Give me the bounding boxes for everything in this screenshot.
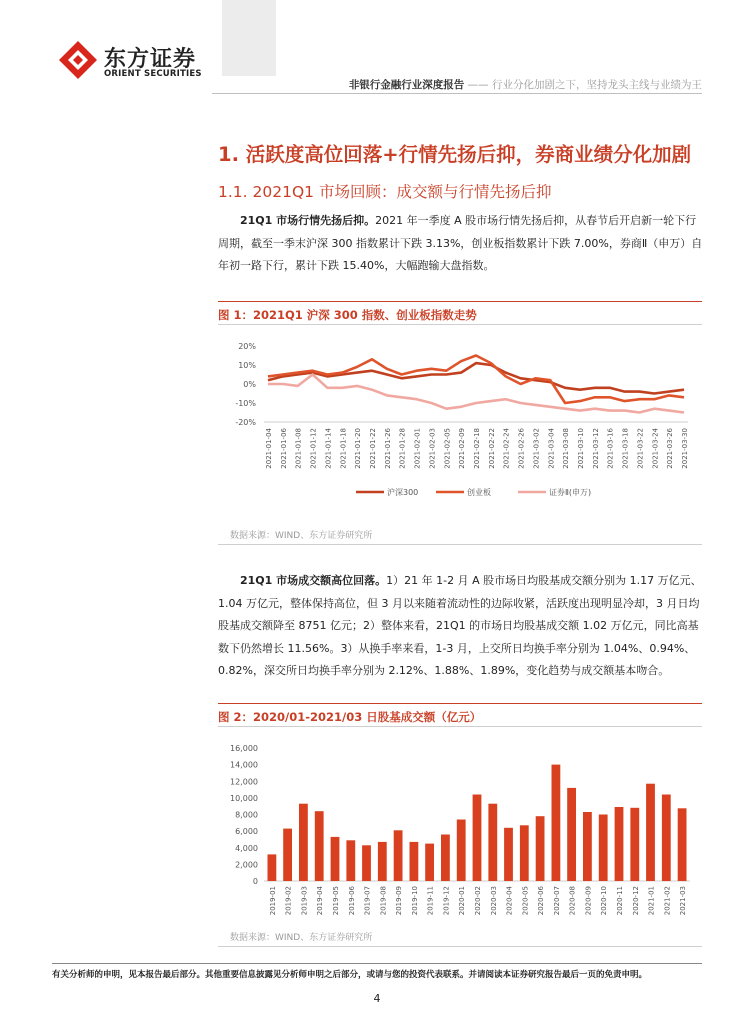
x-tick-label: 2019-06	[347, 886, 356, 916]
paragraph-line: 1.04 万亿元，整体保持高位，但 3 月以来随着流动性的边际收紧，活跃度出现明显冷却，3 月日均	[218, 596, 700, 610]
bar	[504, 828, 513, 881]
x-tick-label: 2019-07	[363, 886, 372, 916]
y-tick-label: 6,000	[235, 827, 258, 837]
bar	[315, 811, 324, 881]
y-tick-label: 10,000	[230, 793, 258, 803]
y-tick-label: 14,000	[230, 760, 258, 770]
bar	[473, 795, 482, 882]
x-tick-label: 2021-02-01	[413, 428, 422, 469]
x-tick-label: 2020-01	[458, 886, 467, 916]
paragraph-line: 数下仍然增长 11.56%。3）从换手率来看，1-3 月，上交所日均换手率分别为 1.04%、0.94%、	[218, 641, 696, 655]
brand-name-cn: 东方证券	[104, 47, 197, 72]
figure1-title: 图 1：2021Q1 沪深 300 指数、创业板指数走势	[218, 308, 477, 322]
x-tick-label: 2020-02	[474, 886, 482, 916]
figure1-top-rule	[218, 301, 702, 302]
index-trend-chart	[218, 332, 702, 512]
figure2-top-rule	[218, 703, 702, 704]
x-tick-label: 2019-12	[442, 886, 451, 916]
bar	[552, 765, 561, 881]
paragraph-line: 21Q1 市场行情先扬后抑。2021 年一季度 A 股市场行情先扬后抑，从春节后开启新一轮下行	[240, 214, 697, 227]
x-tick-label: 2020-11	[616, 886, 624, 916]
x-tick-label: 2021-02-05	[443, 428, 452, 469]
x-tick-label: 2020-09	[584, 886, 593, 916]
paragraph-lead: 21Q1 市场成交额高位回落。	[240, 574, 387, 587]
brand-logo	[58, 40, 212, 84]
paragraph-line: 0.82%，深交所日均换手率分别为 2.12%、1.88%、1.89%，变化趋势与成交额基本吻合。	[218, 664, 670, 677]
page-number: 4	[373, 992, 381, 1005]
paragraph-line: 周期，截至一季末沪深 300 指数累计下跌 3.13%，创业板指数累计下跌 7.00%，券商Ⅱ（申万）自	[218, 236, 703, 250]
x-tick-label: 2021-03-30	[681, 428, 689, 469]
bar	[662, 795, 671, 882]
bar	[425, 844, 434, 881]
x-tick-label: 2021-01-14	[324, 428, 333, 469]
x-tick-label: 2021-03-04	[547, 428, 556, 469]
figure1-bottom-rule	[218, 544, 702, 545]
report-header	[322, 77, 702, 92]
report-subtitle: 行业分化加剧之下，坚持龙头主线与业绩为王	[492, 79, 702, 91]
x-tick-label: 2021-03-16	[606, 428, 615, 469]
bar	[646, 784, 655, 881]
x-tick-label: 2021-03-10	[577, 428, 585, 469]
legend-label: 沪深300	[387, 488, 419, 497]
section-heading: 1. 活跃度高位回落+行情先扬后抑，券商业绩分化加剧	[218, 143, 692, 166]
bar	[457, 820, 466, 882]
report-separator: ——	[467, 79, 489, 91]
x-tick-label: 2019-03	[300, 886, 309, 916]
figure2-bottom-rule	[218, 946, 702, 947]
x-tick-label: 2021-03-24	[651, 428, 660, 469]
bar	[283, 829, 292, 881]
x-tick-label: 2021-01-20	[354, 428, 363, 469]
paragraph-lead: 21Q1 市场行情先扬后抑。	[240, 214, 376, 227]
bar	[441, 835, 450, 882]
legend-label: 创业板	[467, 488, 491, 497]
x-tick-label: 2019-01	[268, 886, 277, 916]
x-tick-label: 2021-03-18	[621, 428, 630, 469]
x-tick-label: 2019-05	[332, 886, 340, 916]
x-tick-label: 2021-03-22	[636, 428, 645, 469]
x-tick-label: 2019-10	[410, 886, 419, 916]
x-tick-label: 2021-02-24	[502, 428, 511, 469]
figure1-source: 数据来源：WIND、东方证券研究所	[230, 531, 373, 541]
footer-disclaimer: 有关分析师的申明，见本报告最后部分。其他重要信息披露见分析师申明之后部分，或请与您的投资代表联系。并请阅读本证券研究报告最后一页的免责申明。	[52, 970, 648, 980]
bar	[362, 845, 371, 881]
x-tick-label: 2021-02-18	[473, 428, 481, 469]
x-tick-label: 2021-01-22	[369, 428, 377, 469]
bar	[583, 812, 592, 881]
bar	[599, 815, 608, 882]
y-tick-label: 10%	[238, 361, 256, 370]
figure1-title-rule	[218, 324, 702, 325]
x-tick-label: 2021-03-08	[562, 428, 571, 469]
x-tick-label: 2021-03	[679, 886, 688, 916]
x-tick-label: 2021-01-12	[309, 428, 318, 469]
bar	[410, 842, 419, 881]
x-tick-label: 2021-02-09	[458, 428, 467, 469]
bar	[615, 807, 624, 881]
x-tick-label: 2019-08	[379, 886, 388, 916]
legend-label: 证券Ⅱ(申万)	[549, 488, 592, 497]
y-tick-label: 12,000	[230, 777, 258, 787]
bar	[678, 808, 687, 881]
figure2-title-rule	[218, 726, 702, 727]
paragraph-market-trend	[218, 210, 702, 278]
x-tick-label: 2020-03	[489, 886, 498, 916]
y-tick-label: 8,000	[235, 810, 258, 820]
figure2-source: 数据来源：WIND、东方证券研究所	[230, 933, 373, 943]
x-tick-label: 2021-01-28	[398, 428, 407, 469]
bar	[567, 788, 576, 881]
brand-logo-icon	[58, 40, 98, 80]
x-tick-label: 2020-10	[600, 886, 609, 916]
header-divider	[212, 93, 702, 94]
x-tick-label: 2021-01	[647, 886, 656, 916]
bar	[268, 854, 277, 881]
series-line-2	[268, 375, 684, 413]
x-tick-label: 2021-02-22	[487, 428, 496, 469]
bar	[346, 840, 355, 881]
bar	[394, 830, 403, 881]
turnover-bar-chart	[218, 736, 702, 916]
x-tick-label: 2020-06	[537, 886, 546, 916]
x-tick-label: 2021-03-02	[532, 428, 541, 469]
x-tick-label: 2020-05	[521, 886, 530, 916]
paragraph-line: 股基成交额降至 8751 亿元；2）整体来看，21Q1 的市场日均股基成交额 1.02 万亿元，同比高基	[218, 619, 699, 632]
paragraph-line: 年初一路下行，累计下跌 15.40%，大幅跑输大盘指数。	[218, 259, 495, 272]
y-tick-label: -20%	[235, 418, 256, 427]
bar	[536, 816, 545, 881]
bar	[488, 804, 497, 881]
bar	[630, 808, 639, 881]
y-tick-label: 4,000	[235, 843, 258, 853]
x-tick-label: 2020-04	[505, 886, 514, 916]
bar	[331, 837, 340, 881]
x-tick-label: 2019-04	[316, 886, 325, 916]
y-tick-label: 20%	[238, 342, 256, 351]
x-tick-label: 2021-03-26	[666, 428, 675, 469]
y-tick-label: 0	[252, 877, 258, 886]
brand-name-en: ORIENT SECURITIES	[104, 69, 202, 79]
x-tick-label: 2021-01-26	[383, 428, 392, 469]
x-tick-label: 2021-01-06	[279, 428, 288, 469]
y-tick-label: 0%	[243, 380, 256, 389]
x-tick-label: 2021-03-12	[591, 428, 600, 469]
footer-divider	[52, 963, 702, 964]
x-tick-label: 2021-02	[663, 886, 672, 916]
x-tick-label: 2019-09	[395, 886, 404, 916]
subsection-heading: 1.1. 2021Q1 市场回顾：成交额与行情先扬后抑	[218, 183, 552, 201]
report-title: 非银行金融行业深度报告	[348, 79, 465, 91]
bar	[378, 842, 387, 881]
x-tick-label: 2021-01-04	[265, 428, 273, 469]
x-tick-label: 2020-08	[568, 886, 577, 916]
bar	[520, 825, 529, 881]
x-tick-label: 2021-02-26	[517, 428, 526, 469]
x-tick-label: 2021-02-03	[428, 428, 437, 469]
x-tick-label: 2019-02	[284, 886, 293, 916]
y-tick-label: -10%	[235, 399, 256, 408]
x-tick-label: 2020-07	[552, 886, 561, 916]
figure2-title: 图 2：2020/01-2021/03 日股基成交额（亿元）	[218, 710, 482, 724]
paragraph-line: 21Q1 市场成交额高位回落。1）21 年 1-2 月 A 股市场日均股基成交额分别为 1.17 万亿元、	[240, 574, 702, 587]
x-tick-label: 2021-01-08	[294, 428, 303, 469]
bar	[299, 804, 308, 881]
x-tick-label: 2021-01-18	[339, 428, 348, 469]
header-band	[222, 0, 276, 76]
x-tick-label: 2019-11	[426, 886, 435, 916]
y-tick-label: 2,000	[235, 860, 258, 870]
y-tick-label: 16,000	[230, 744, 258, 753]
x-tick-label: 2020-12	[631, 886, 640, 916]
paragraph-turnover	[218, 570, 702, 683]
